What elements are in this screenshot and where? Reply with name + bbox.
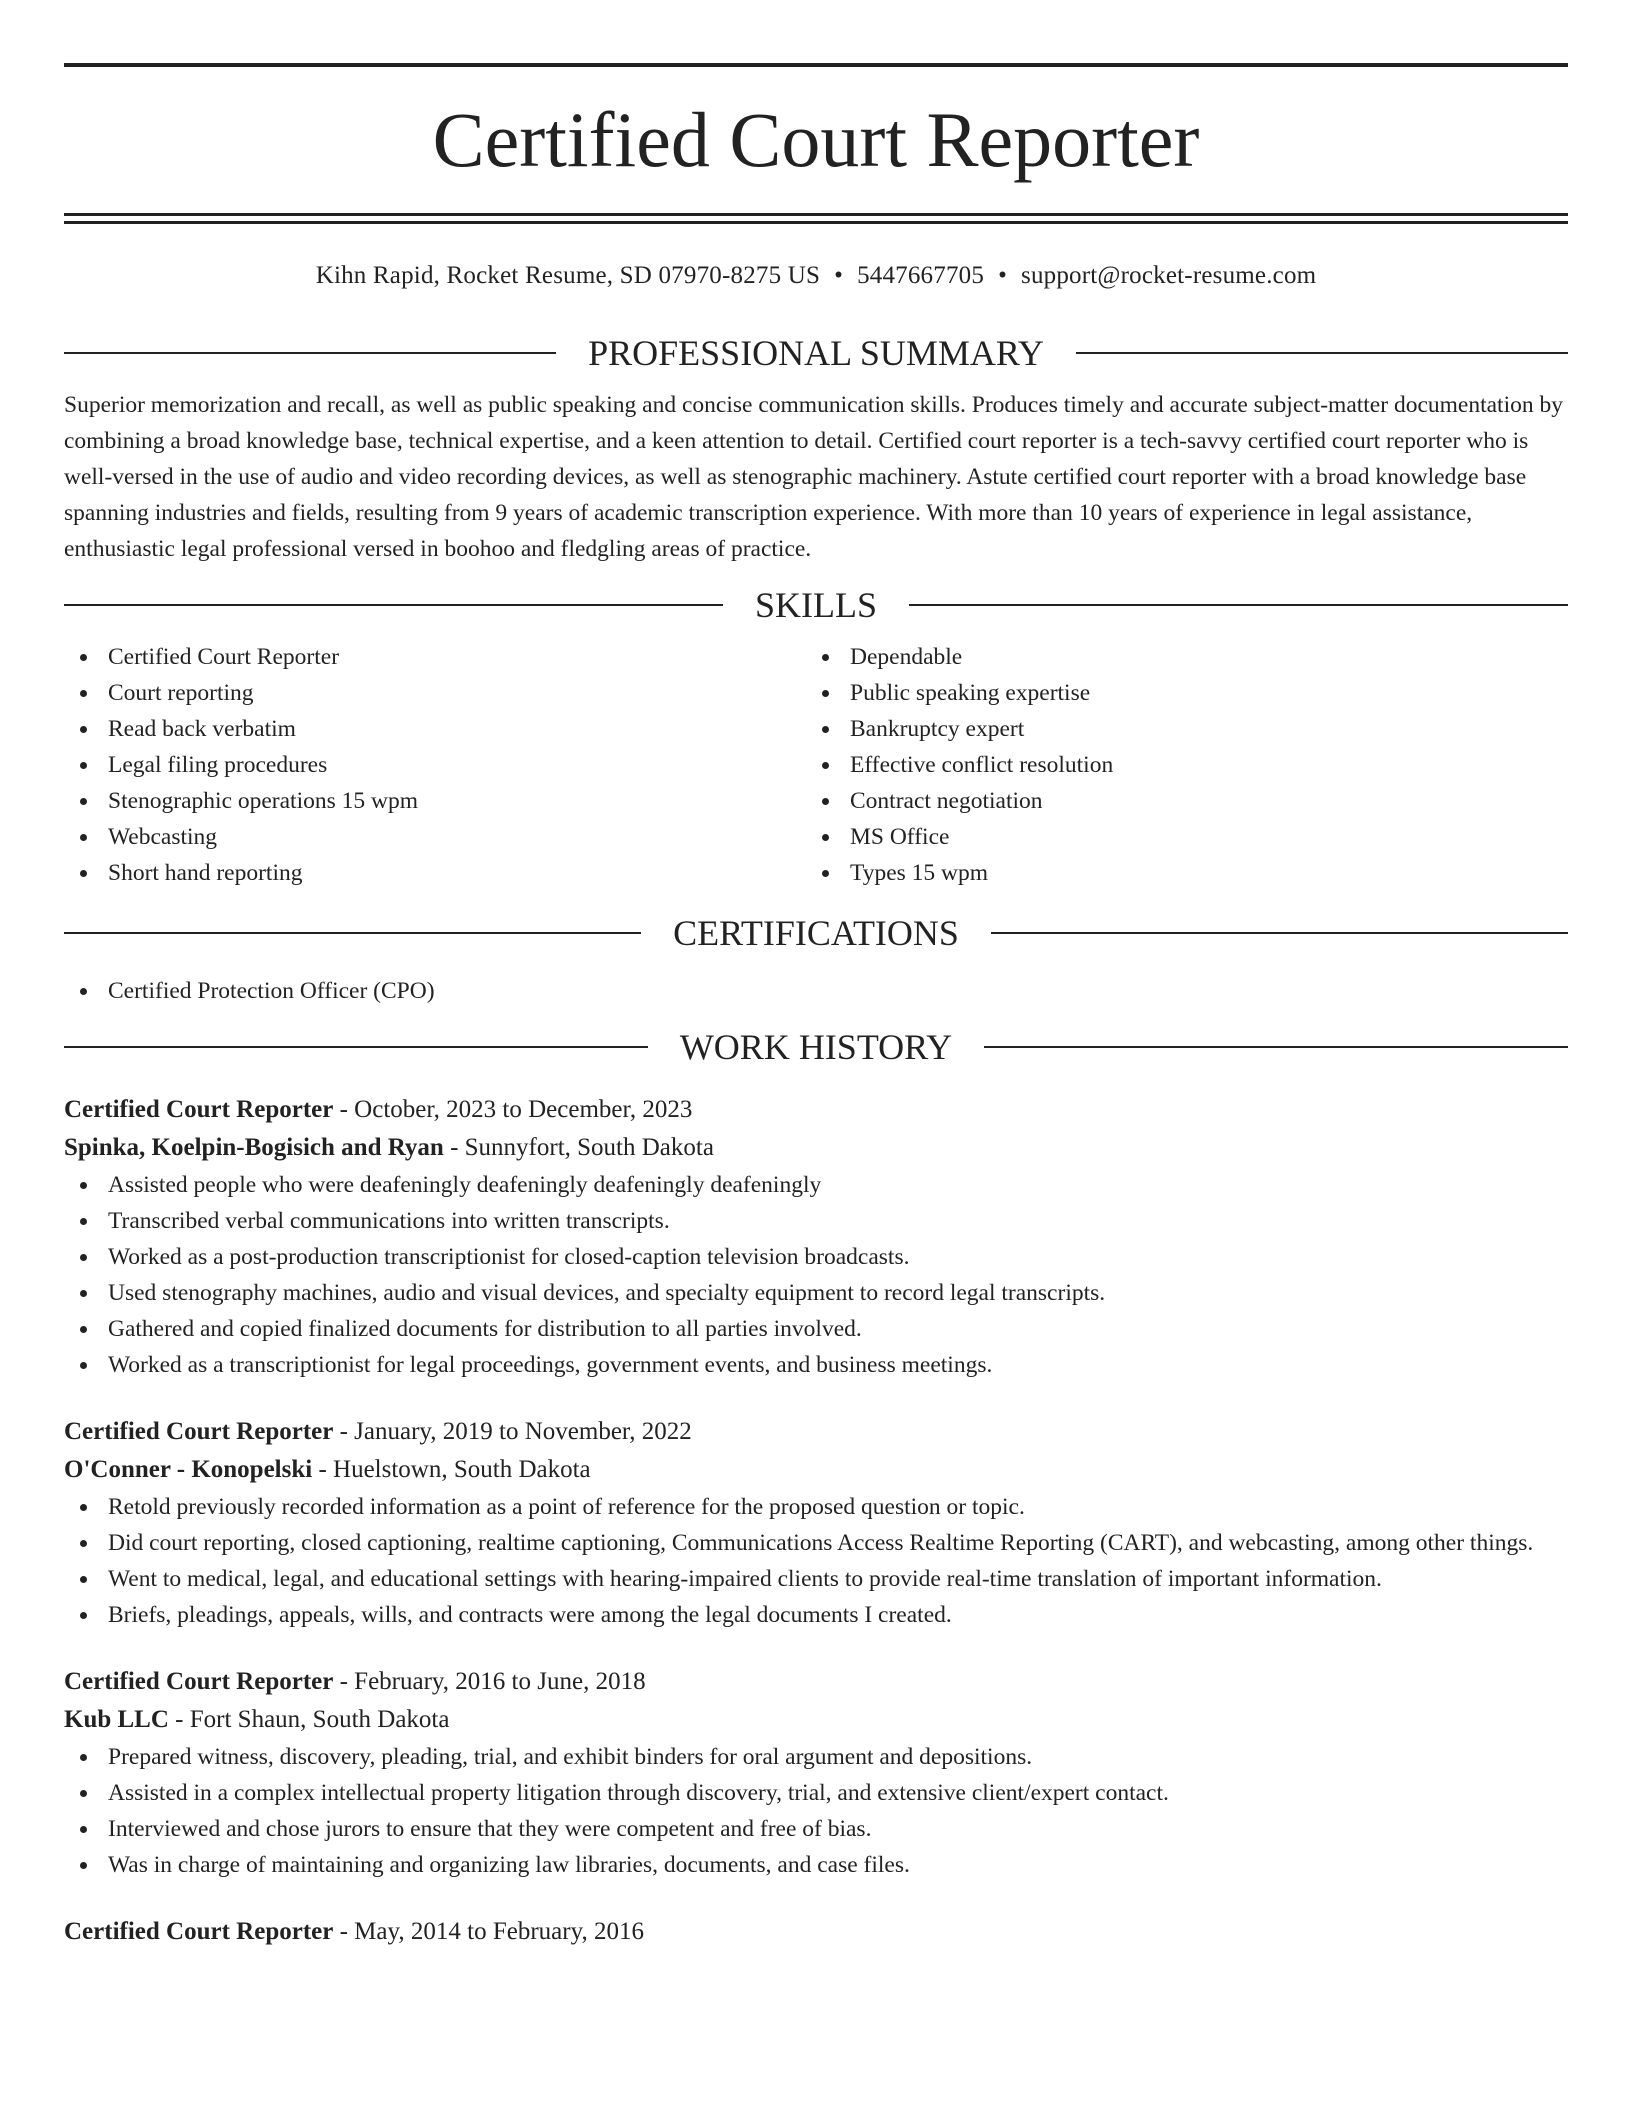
job-duty-item: Briefs, pleadings, appeals, wills, and contracts were among the legal documents I created. (64, 1597, 1568, 1633)
contact-line (64, 258, 1568, 294)
job-dates: - October, 2023 to December, 2023 (333, 1096, 693, 1123)
heading-rule (1076, 352, 1568, 354)
heading-rule (64, 932, 641, 934)
job-duty-item: Worked as a post-production transcriptionist for closed-caption television broadcasts. (64, 1239, 1568, 1275)
job-duty-item: Retold previously recorded information as a point of reference for the proposed question or topic. (64, 1489, 1568, 1525)
job-location: - Sunnyfort, South Dakota (443, 1134, 714, 1161)
skill-item: Read back verbatim (64, 711, 806, 747)
resume-content (64, 0, 1568, 1951)
skill-item: Webcasting (64, 819, 806, 855)
job-dates: - May, 2014 to February, 2016 (333, 1918, 644, 1945)
work-history-heading (64, 1025, 1568, 1069)
certification-item: Certified Protection Officer (CPO) (64, 973, 1568, 1009)
heading-rule (991, 932, 1568, 934)
skill-item: Dependable (806, 639, 1548, 675)
job-duty-item: Prepared witness, discovery, pleading, trial, and exhibit binders for oral argument and depositions. (64, 1739, 1568, 1775)
job-location: - Fort Shaun, South Dakota (168, 1706, 450, 1733)
job-duty-item: Gathered and copied finalized documents for distribution to all parties involved. (64, 1311, 1568, 1347)
job-title-line (64, 1913, 1568, 1951)
skills-column-right (806, 639, 1548, 891)
work-history-heading-label: WORK HISTORY (679, 1027, 953, 1067)
skills-list (64, 639, 1568, 891)
skill-item: Effective conflict resolution (806, 747, 1548, 783)
job-duty-item: Assisted in a complex intellectual property litigation through discovery, trial, and extensive client/expert contact. (64, 1775, 1568, 1811)
job-duty-item: Went to medical, legal, and educational settings with hearing-impaired clients to provide real-time translation of important information. (64, 1561, 1568, 1597)
job-company: Spinka, Koelpin-Bogisich and Ryan (64, 1134, 444, 1161)
certifications-heading-label: CERTIFICATIONS (673, 913, 959, 953)
skill-item: Bankruptcy expert (806, 711, 1548, 747)
skill-item: Contract negotiation (806, 783, 1548, 819)
job-duty-item: Was in charge of maintaining and organizing law libraries, documents, and case files. (64, 1847, 1568, 1883)
job-duty-item: Did court reporting, closed captioning, realtime captioning, Communications Access Realtime Reporting (CART), and webcasting, among other things. (64, 1525, 1568, 1561)
contact-phone: 5447667705 (857, 262, 985, 289)
skill-item: MS Office (806, 819, 1548, 855)
heading-rule (64, 1046, 648, 1048)
heading-rule (984, 1046, 1568, 1048)
job-duties-list (64, 1739, 1568, 1883)
job-title-line (64, 1663, 1568, 1701)
contact-separator: • (998, 262, 1008, 289)
job-duties-list (64, 1167, 1568, 1383)
heading-rule (64, 604, 723, 606)
contact-separator: • (834, 262, 844, 289)
job-company: O'Conner - Konopelski (64, 1456, 313, 1483)
skills-heading-label: SKILLS (755, 585, 878, 625)
job-title: Certified Court Reporter (64, 1418, 334, 1445)
page-title: Certified Court Reporter (432, 96, 1200, 183)
contact-email: support@rocket-resume.com (1021, 262, 1317, 289)
summary-heading (64, 331, 1568, 375)
skill-item: Certified Court Reporter (64, 639, 806, 675)
job-title-line (64, 1091, 1568, 1129)
job-company: Kub LLC (64, 1706, 169, 1733)
skill-item: Public speaking expertise (806, 675, 1548, 711)
skill-item: Short hand reporting (64, 855, 806, 891)
certifications-list (64, 973, 1568, 1009)
job-location: - Huelstown, South Dakota (312, 1456, 591, 1483)
title-double-rule (64, 213, 1568, 224)
contact-address: Kihn Rapid, Rocket Resume, SD 07970-8275 US (315, 262, 821, 289)
job-company-line (64, 1451, 1568, 1489)
job-duties-list (64, 1489, 1568, 1633)
skill-item: Stenographic operations 15 wpm (64, 783, 806, 819)
top-rule (64, 63, 1568, 67)
job-company-line (64, 1129, 1568, 1167)
skill-item: Court reporting (64, 675, 806, 711)
job-company-line (64, 1701, 1568, 1739)
summary-heading-label: PROFESSIONAL SUMMARY (588, 333, 1044, 373)
skill-item: Types 15 wpm (806, 855, 1548, 891)
heading-rule (909, 604, 1568, 606)
skills-heading (64, 583, 1568, 627)
certifications-heading (64, 911, 1568, 955)
skills-column-left (64, 639, 806, 891)
job-duty-item: Interviewed and chose jurors to ensure that they were competent and free of bias. (64, 1811, 1568, 1847)
job-title: Certified Court Reporter (64, 1096, 334, 1123)
job-duty-item: Worked as a transcriptionist for legal proceedings, government events, and business meetings. (64, 1347, 1568, 1383)
job-dates: - January, 2019 to November, 2022 (333, 1418, 692, 1445)
job-title-line (64, 1413, 1568, 1451)
job-duty-item: Assisted people who were deafeningly deafeningly deafeningly deafeningly (64, 1167, 1568, 1203)
heading-rule (64, 352, 556, 354)
job-duty-item: Used stenography machines, audio and visual devices, and specialty equipment to record legal transcripts. (64, 1275, 1568, 1311)
job-entry (64, 1091, 1568, 1383)
job-title: Certified Court Reporter (64, 1918, 334, 1945)
job-entry (64, 1413, 1568, 1633)
job-entry (64, 1663, 1568, 1883)
skill-item: Legal filing procedures (64, 747, 806, 783)
job-dates: - February, 2016 to June, 2018 (333, 1668, 646, 1695)
job-title: Certified Court Reporter (64, 1668, 334, 1695)
summary-text: Superior memorization and recall, as well as public speaking and concise communication skills. Produces timely and accurate subject-matter documentation by combining a broad knowledge base, technical expertise, and a keen attention to detail. Certified court reporter is a tech-savvy certified court reporter who is well-versed in the use of audio and video recording devices, as well as stenographic machinery. Astute certified court reporter with a broad knowledge base spanning industries and fields, resulting from 9 years of academic transcription experience. With more than 10 years of experience in legal assistance, enthusiastic legal professional versed in boohoo and fledgling areas of practice. (64, 392, 1563, 562)
job-entry (64, 1913, 1568, 1951)
job-duty-item: Transcribed verbal communications into written transcripts. (64, 1203, 1568, 1239)
